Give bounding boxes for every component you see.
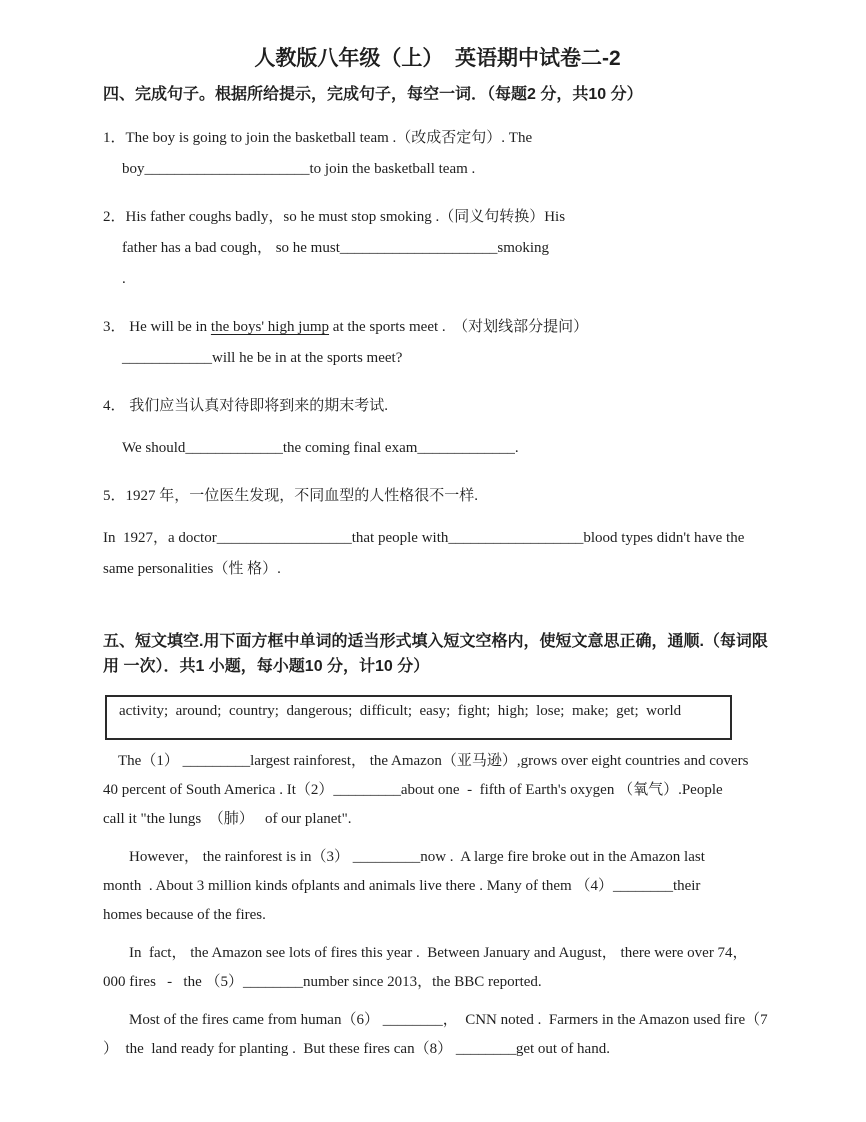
passage-line: However， the rainforest is in（3） _________now . A large fire broke out in the Amazon last — [129, 849, 705, 865]
passage-line: homes because of the fires. — [103, 907, 266, 923]
question-line — [103, 202, 772, 233]
question-line — [103, 343, 772, 374]
passage-paragraph — [103, 1006, 772, 1064]
page-title: 人教版八年级（上） 英语期中试卷二-2 — [254, 47, 621, 70]
section-five-heading-line-2: 用 一次）．共1 小题，每小题10 分，计10 分） — [103, 658, 430, 675]
question-line — [103, 233, 772, 264]
underlined-phrase: the boys' high jump — [210, 319, 330, 335]
question — [103, 312, 772, 374]
passage-paragraph — [103, 747, 772, 834]
question-line — [103, 312, 772, 343]
question — [103, 202, 772, 295]
passage-line: 000 fires - the （5）________number since 2013，the BBC reported. — [103, 974, 542, 990]
question-text: boy______________________to join the basketball team . — [122, 161, 476, 177]
passage-line: 40 percent of South America . It（2）_________about one - fifth of Earth's oxygen （氧气）.People — [103, 782, 723, 798]
question-text: 4． 我们应当认真对待即将到来的期末考试. — [103, 398, 389, 414]
section-four — [103, 82, 772, 585]
question — [103, 481, 772, 585]
question-text: 3． He will be in — [103, 319, 211, 335]
passage-line: call it "the lungs （肺） of our planet". — [103, 811, 352, 827]
passage-paragraph — [103, 843, 772, 930]
section-four-heading: 四、完成句子。根据所给提示，完成句子，每空一词．（每题2 分，共10 分） — [103, 86, 643, 103]
question-text: 2．His father coughs badly，so he must stop smoking .（同义句转换）His — [103, 209, 566, 225]
passage-line: In fact， the Amazon see lots of fires this year . Between January and August， there were over 74， — [129, 945, 748, 961]
question-line — [103, 264, 772, 295]
question — [103, 123, 772, 185]
question-text: at the sports meet . （对划线部分提问） — [329, 319, 589, 335]
question-line — [103, 554, 772, 585]
passage — [103, 747, 772, 1064]
section-five — [103, 629, 772, 1064]
question-line — [103, 523, 772, 554]
passage-line: ） the land ready for planting . But these fires can（8） ________get out of hand. — [103, 1041, 610, 1057]
question-text: 5．1927 年，一位医生发现，不同血型的人性格很不一样. — [103, 488, 479, 504]
section-five-heading-line-1: 五、短文填空.用下面方框中单词的适当形式填入短文空格内，使短文意思正确，通顺.（每词限 — [103, 633, 768, 650]
question-text: father has a bad cough， so he must_____________________smoking — [122, 240, 550, 256]
passage-paragraph — [103, 939, 772, 997]
question-text: ____________will he be in at the sports meet? — [122, 350, 403, 366]
question-text: . — [122, 271, 126, 287]
question-text: In 1927，a doctor__________________that people with__________________blood types didn't have the — [103, 530, 745, 546]
passage-line: The（1） _________largest rainforest， the Amazon（亚马逊）,grows over eight countries and covers — [118, 753, 749, 769]
question-text: same personalities（性 格）. — [103, 561, 281, 577]
question-text: We should_____________the coming final exam_____________. — [122, 440, 519, 456]
section-four-questions — [103, 123, 772, 585]
question-line — [103, 123, 772, 154]
question-line — [103, 154, 772, 185]
passage-line: month . About 3 million kinds ofplants and animals live there . Many of them （4）________their — [103, 878, 701, 894]
question-line — [103, 391, 772, 422]
question-line — [103, 481, 772, 512]
question-text: 1．The boy is going to join the basketball team .（改成否定句）. The — [103, 130, 533, 146]
question — [103, 391, 772, 464]
question-line — [103, 433, 772, 464]
passage-line: Most of the fires came from human（6） ________， CNN noted . Farmers in the Amazon used fire（7 — [129, 1012, 768, 1028]
word-box: activity; around; country; dangerous; difficult; easy; fight; high; lose; make; get; world — [105, 695, 732, 740]
